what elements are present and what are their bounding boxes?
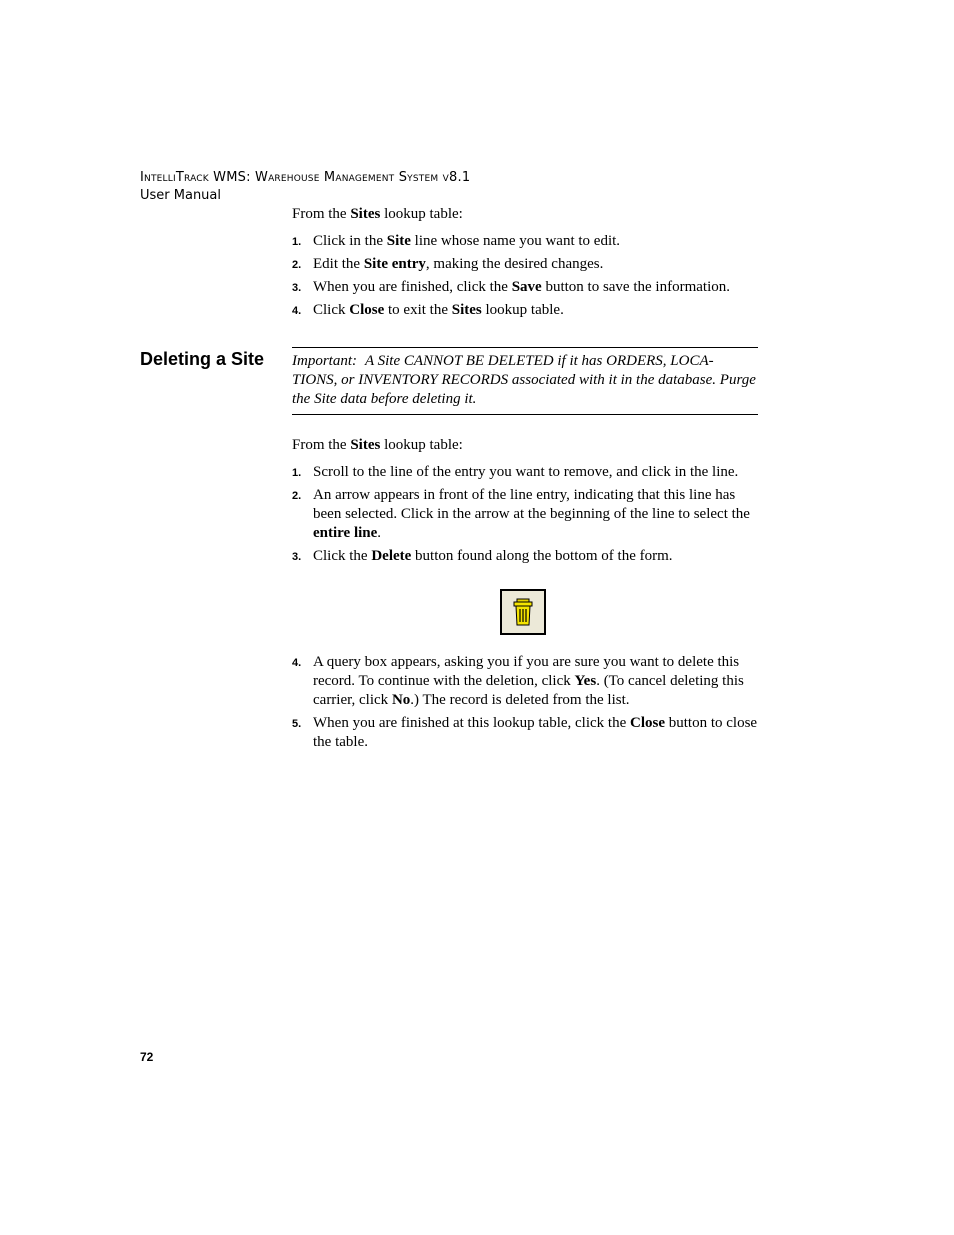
text-run: , making the desired changes. xyxy=(425,256,604,272)
text-run: Click xyxy=(313,302,350,318)
text-run: lookup table. xyxy=(481,302,564,318)
text-run: An arrow appears in front of the line entry, indicating that this line has been selected. Click in the arrow at the beginning of the line to select the xyxy=(313,487,750,522)
step-text xyxy=(313,464,738,480)
trash-can-icon xyxy=(511,598,535,626)
text-run: button to save the information. xyxy=(541,279,730,295)
step-item xyxy=(292,301,762,320)
step-number: 2. xyxy=(292,490,302,502)
step-text xyxy=(313,548,673,564)
delete-intro xyxy=(292,436,762,455)
delete-button-image xyxy=(500,589,546,635)
step-item xyxy=(292,486,762,543)
step-number: 3. xyxy=(292,551,302,563)
step-text xyxy=(313,279,730,295)
text-run: to exit the xyxy=(384,302,452,318)
running-header-title: IntelliTrack WMS: Warehouse Management System v8.1 xyxy=(140,170,471,185)
bold-term: Save xyxy=(511,279,542,295)
step-number: 3. xyxy=(292,282,302,294)
page-number: 72 xyxy=(140,1050,154,1064)
step-number: 4. xyxy=(292,657,302,669)
step-number: 1. xyxy=(292,236,302,248)
step-text xyxy=(313,715,757,750)
bold-term: Site xyxy=(386,233,411,249)
text-run: When you are finished at this lookup table, click the xyxy=(313,715,630,731)
text-run: . (To cancel deleting this carrier, click xyxy=(313,673,744,708)
step-item xyxy=(292,278,762,297)
bold-term: Sites xyxy=(451,302,482,318)
note-label: Important: xyxy=(292,353,357,369)
step-text xyxy=(313,256,603,272)
text-run: . xyxy=(377,525,382,541)
important-note xyxy=(292,347,758,415)
text-run: Click the xyxy=(313,548,372,564)
step-text xyxy=(313,302,564,318)
running-header-subtitle: User Manual xyxy=(140,188,222,203)
step-item xyxy=(292,463,762,482)
intro-text: lookup table: xyxy=(380,437,463,453)
bold-term: Site entry xyxy=(363,256,426,272)
edit-steps-list xyxy=(292,232,762,320)
text-run: button found along the bottom of the form. xyxy=(411,548,673,564)
bold-term: Delete xyxy=(371,548,412,564)
step-item xyxy=(292,714,762,752)
note-text: A Site CANNOT BE DELETED if it has ORDERS, LOCA-TIONS, or INVENTORY RECORDS associated with it in the database. Purge the Site data before deleting it. xyxy=(292,353,756,407)
step-item xyxy=(292,255,762,274)
step-item xyxy=(292,547,762,566)
bold-term: Close xyxy=(349,302,385,318)
text-run: When you are finished, click the xyxy=(313,279,512,295)
text-run: Scroll to the line of the entry you want to remove, and click in the line. xyxy=(313,464,739,480)
intro-text: From the xyxy=(292,437,351,453)
intro-text: lookup table: xyxy=(380,206,463,222)
step-number: 2. xyxy=(292,259,302,271)
step-item xyxy=(292,232,762,251)
text-run: .) The record is deleted from the list. xyxy=(410,692,630,708)
edit-intro xyxy=(292,205,762,224)
step-number: 1. xyxy=(292,467,302,479)
text-run: Edit the xyxy=(313,256,364,272)
text-run: button to close the table. xyxy=(313,715,758,750)
step-number: 4. xyxy=(292,305,302,317)
bold-term: Close xyxy=(630,715,665,731)
bold-term: entire line xyxy=(313,525,378,541)
text-run: line whose name you want to edit. xyxy=(410,233,621,249)
text-run: A query box appears, asking you if you are sure you want to delete this record. To continue with the deletion, click xyxy=(313,654,740,689)
section-heading: Deleting a Site xyxy=(140,349,265,369)
step-number: 5. xyxy=(292,718,302,730)
step-text xyxy=(313,487,750,541)
step-item xyxy=(292,653,762,710)
step-text xyxy=(313,233,620,249)
bold-term: Yes xyxy=(574,673,597,689)
delete-steps-list-a xyxy=(292,463,762,566)
intro-bold: Sites xyxy=(350,437,381,453)
text-run: Click in the xyxy=(313,233,387,249)
step-text xyxy=(313,654,744,708)
delete-steps-list-b xyxy=(292,653,762,752)
intro-text: From the xyxy=(292,206,351,222)
bold-term: No xyxy=(391,692,411,708)
intro-bold: Sites xyxy=(350,206,381,222)
